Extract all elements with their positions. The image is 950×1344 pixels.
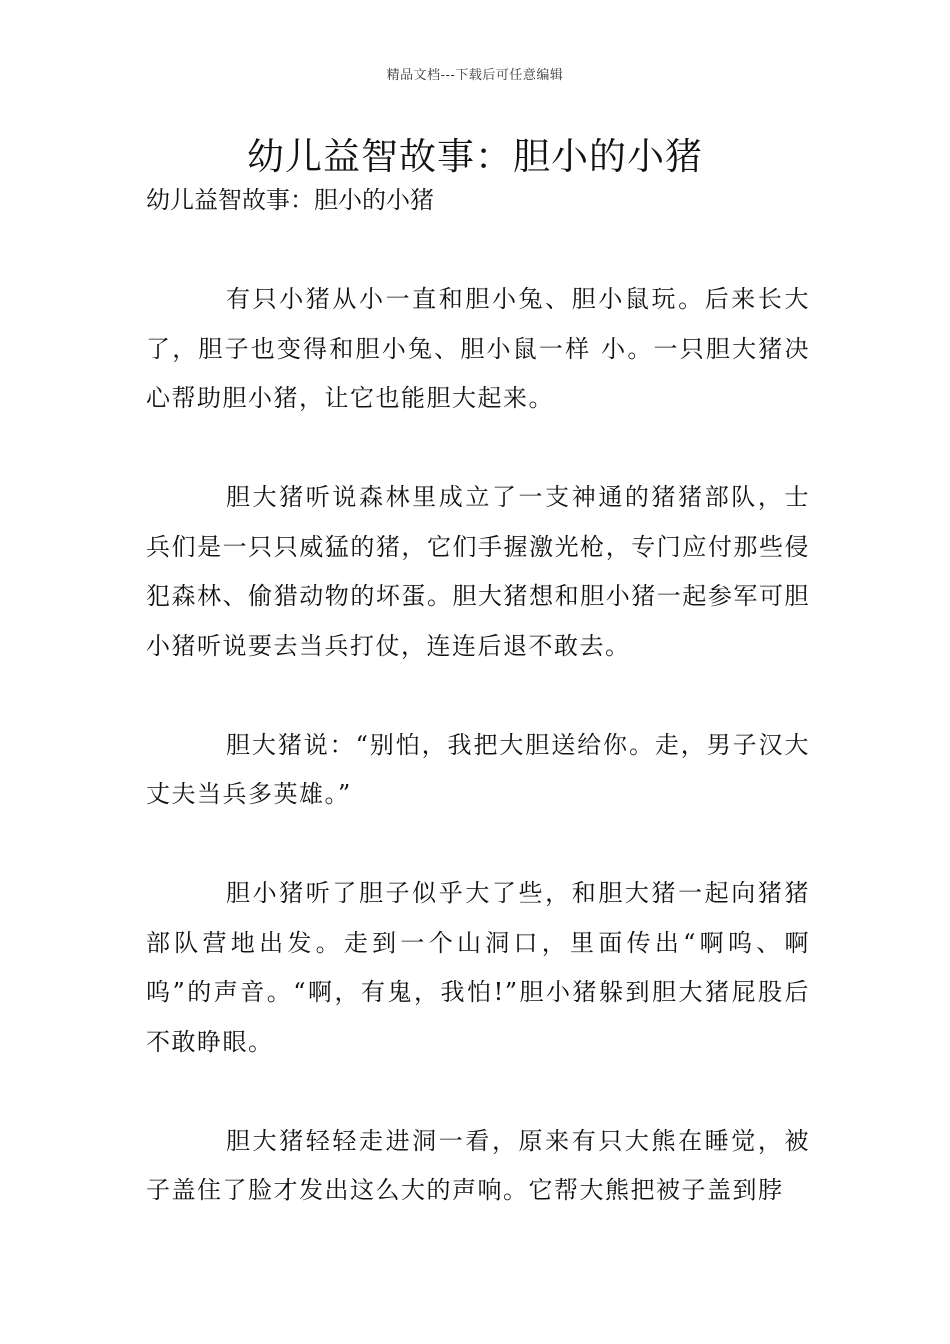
- document-header-note: 精品文档---下载后可任意编辑: [386, 68, 564, 83]
- paragraph: 有只小猪从小一直和胆小兔、胆小鼠玩。后来长大了，胆子也变得和胆小兔、胆小鼠一样 小。一只胆大猪决心帮助胆小猪，让它也能胆大起来。: [146, 285, 810, 412]
- paragraph: 胆大猪听说森林里成立了一支神通的猪猪部队，士兵们是一只只威猛的猪，它们手握激光枪，专门应付那些侵犯森林、偷猎动物的坏蛋。胆大猪想和胆小猪一起参军可胆小猪听说要去当兵打仗，连连后退不敢去。: [146, 483, 810, 660]
- paragraph: 胆小猪听了胆子似乎大了些，和胆大猪一起向猪猪部队营地出发。走到一个山洞口，里面传出“啊呜、啊呜”的声音。“啊，有鬼，我怕!”胆小猪躲到胆大猪屁股后不敢睁眼。: [146, 879, 810, 1056]
- document-subtitle: 幼儿益智故事：胆小的小猪: [146, 186, 434, 214]
- document-title: 幼儿益智故事：胆小的小猪: [247, 135, 703, 178]
- document-body: [146, 275, 810, 1265]
- paragraph: 胆大猪轻轻走进洞一看，原来有只大熊在睡觉，被子盖住了脸才发出这么大的声响。它帮大熊把被子盖到脖: [146, 1126, 810, 1204]
- paragraph: 胆大猪说：“别怕，我把大胆送给你。走，男子汉大丈夫当兵多英雄。”: [146, 730, 810, 808]
